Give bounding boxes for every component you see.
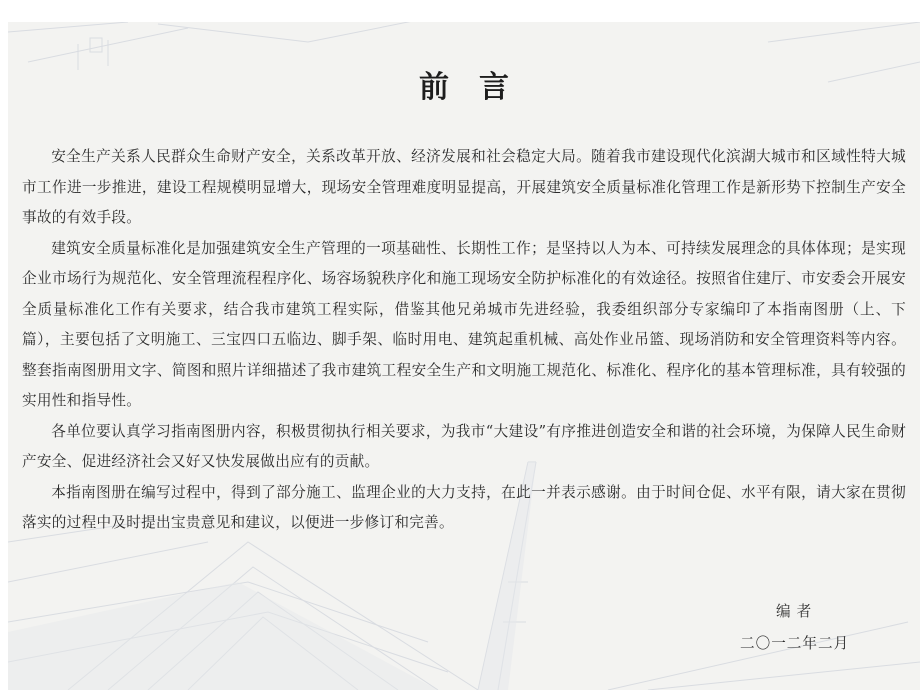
author-signature: 编者 — [776, 603, 818, 620]
paragraph-3: 各单位要认真学习指南图册内容，积极贯彻执行相关要求，为我市“大建设”有序推进创造安全和谐的社会环境，为保障人民生命财产安全、促进经济社会又好又快发展做出应有的贡献。 — [22, 422, 906, 470]
signature-date: 二〇一二年二月 — [740, 635, 850, 652]
paragraph-2: 建筑安全质量标准化是加强建筑安全生产管理的一项基础性、长期性工作；是坚持以人为本、可持续发展理念的具体体现；是实现企业市场行为规范化、安全管理流程程序化、场容场貌秩序化和施工现场安全防护标准化的有效途径。按照省住建厅、市安委会开展安全质量标准化工作有关要求，结合我市建筑工程实际，借鉴其他兄弟城市先进经验，我委组织部分专家编印了本指南图册（上、下篇），主要包括了文明施工、三宝四口五临边、脚手架、临时用电、建筑起重机械、高处作业吊篮、现场消防和安全管理资料等内容。整套指南图册用文字、简图和照片详细描述了我市建筑工程安全生产和文明施工规范化、标准化、程序化的基本管理标准，具有较强的实用性和指导性。 — [22, 239, 906, 409]
document-page — [8, 22, 920, 690]
preface-body — [22, 142, 906, 539]
page-title: 前言 — [419, 70, 539, 105]
paragraph-4: 本指南图册在编写过程中，得到了部分施工、监理企业的大力支持，在此一并表示感谢。由于时间仓促、水平有限，请大家在贯彻落实的过程中及时提出宝贵意见和建议，以便进一步修订和完善。 — [22, 483, 906, 531]
page-left-margin — [0, 22, 8, 690]
page-top-margin — [0, 0, 920, 22]
paragraph-1: 安全生产关系人民群众生命财产安全，关系改革开放、经济发展和社会稳定大局。随着我市建设现代化滨湖大城市和区域性特大城市工作进一步推进，建设工程规模明显增大，现场安全管理难度明显提高，开展建筑安全质量标准化管理工作是新形势下控制生产安全事故的有效手段。 — [22, 148, 906, 226]
